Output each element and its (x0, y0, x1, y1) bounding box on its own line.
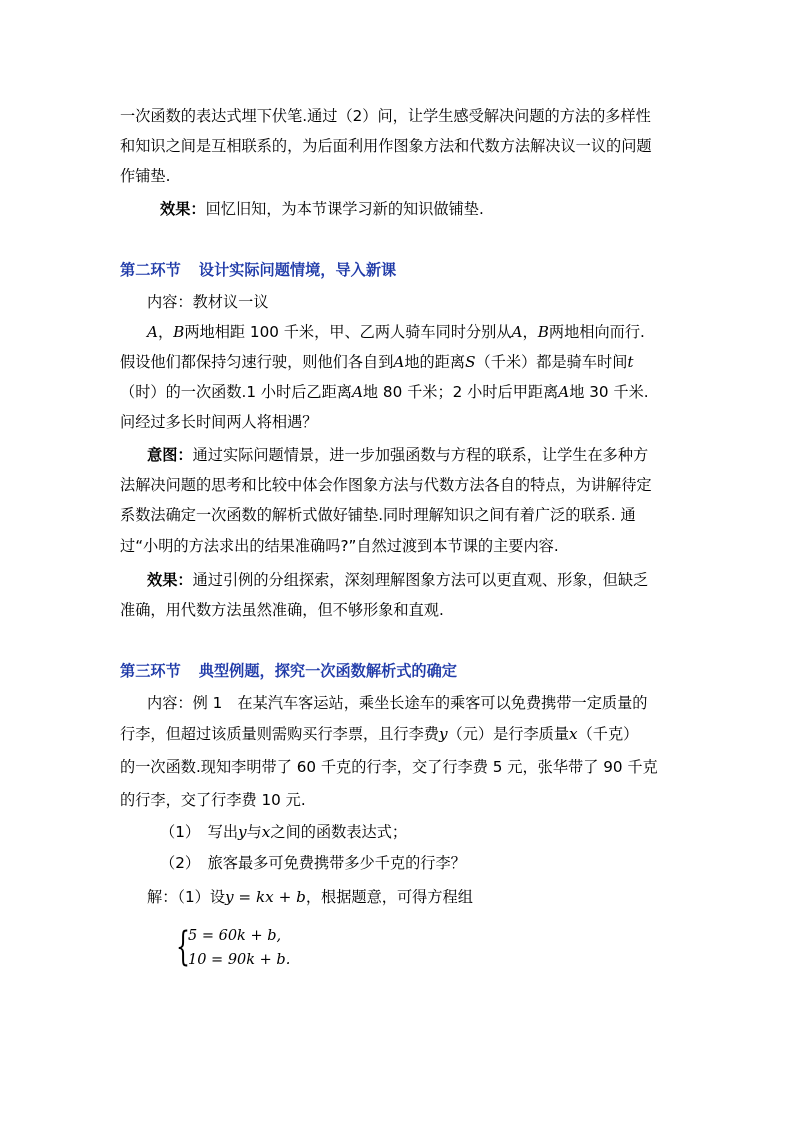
section-title: 典型例题，探究一次函数解析式的确定 (198, 662, 457, 680)
problem-line: 问经过多长时间两人将相遇？ (120, 413, 318, 431)
paragraph-line: 准确，用代数方法虽然准确，但不够形象和直观. (120, 601, 444, 619)
paragraph-line: 和知识之间是互相联系的，为后面利用作图象方法和代数方法解决议一议的问题 (120, 137, 652, 155)
paragraph-line: 系数法确定一次函数的解析式做好铺垫.同时理解知识之间有着广泛的联系. 通 (120, 506, 636, 524)
question-1: （1） 写出y与x之间的函数表达式； (160, 823, 408, 841)
solution-line: 解：（1）设y = kx + b，根据题意，可得方程组 (147, 888, 473, 906)
effect-paragraph (160, 199, 484, 219)
example-line: 行李，但超过该质量则需购买行李票，且行李费y（元）是行李质量x（千克） (120, 725, 639, 743)
paragraph-line: 法解决问题的思考和比较中体会作图象方法与代数方法各自的特点，为讲解待定 (120, 476, 652, 494)
paragraph-line: 作铺垫. (120, 167, 171, 185)
example-line: 的一次函数.现知李明带了 60 千克的行李，交了行李费 5 元，张华带了 90 千克 (120, 758, 658, 776)
paragraph-line: 过“小明的方法求出的结果准确吗?”自然过渡到本节课的主要内容. (120, 537, 559, 555)
section-heading-3 (120, 661, 457, 681)
equation-1: 5 = 60k + b, (188, 928, 282, 944)
effect-label: 效果： (160, 200, 206, 218)
section-title: 设计实际问题情境，导入新课 (198, 261, 397, 279)
equation-2: 10 = 90k + b. (188, 952, 291, 968)
section-number: 第二环节 (120, 261, 181, 279)
example-line: 的行李，交了行李费 10 元. (120, 791, 306, 809)
intent-paragraph: 意图：通过实际问题情景，进一步加强函数与方程的联系，让学生在多种方 (147, 446, 649, 464)
effect-paragraph: 效果：通过引例的分组探索，深刻理解图象方法可以更直观、形象，但缺乏 (147, 571, 649, 589)
effect-text: 回忆旧知，为本节课学习新的知识做铺垫. (205, 200, 484, 218)
paragraph-line: 一次函数的表达式埋下伏笔.通过（2）问，让学生感受解决问题的方法的多样性 (120, 107, 651, 125)
intent-label: 意图： (147, 446, 193, 464)
equation: y = kx + b (225, 888, 306, 906)
example-line: 内容：例 1 在某汽车客运站，乘坐长途车的乘客可以免费携带一定质量的 (147, 694, 648, 712)
left-brace: { (176, 924, 190, 970)
problem-line: 假设他们都保持匀速行驶，则他们各自到A地的距离S（千米）都是骑车时间t (120, 353, 634, 371)
problem-line: A，B两地相距 100 千米，甲、乙两人骑车同时分别从A，B两地相向而行. (147, 323, 645, 341)
section-heading-2 (120, 260, 396, 280)
problem-line: （时）的一次函数.1 小时后乙距离A地 80 千米；2 小时后甲距离A地 30 千米. (120, 383, 649, 401)
section-number: 第三环节 (120, 662, 181, 680)
content-line: 内容：教材议一议 (147, 293, 269, 311)
effect-label: 效果： (147, 571, 193, 589)
question-2: （2） 旅客最多可免费携带多少千克的行李？ (160, 854, 466, 872)
